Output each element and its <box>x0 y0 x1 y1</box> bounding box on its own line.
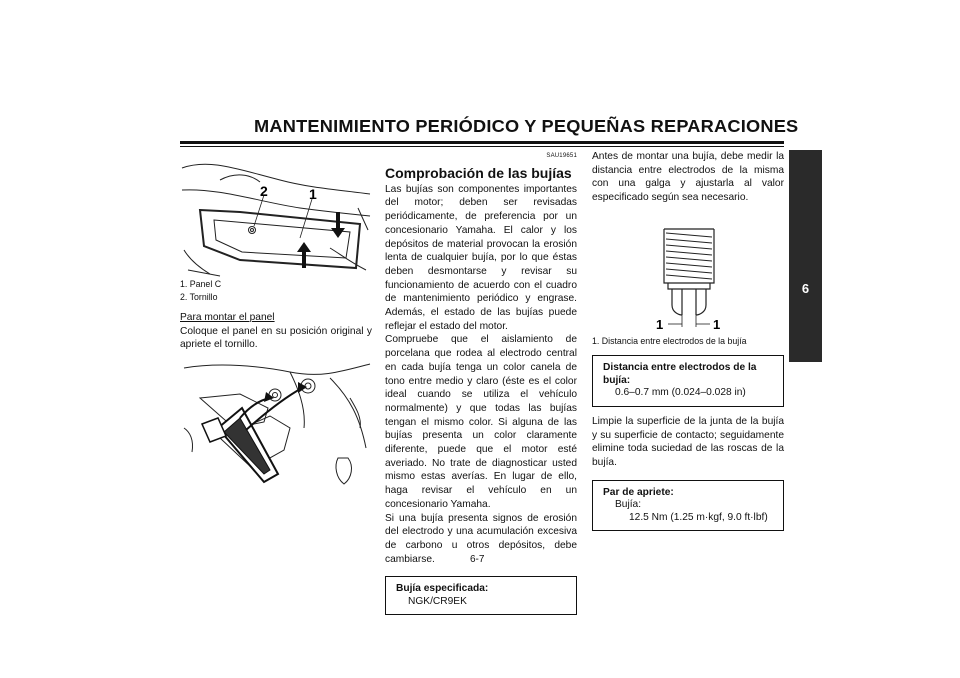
spec-box-tightening-torque <box>592 480 784 532</box>
spec-box-title: Bujía especificada: <box>396 583 489 595</box>
chapter-tab <box>789 150 822 362</box>
install-instruction: Coloque el panel en su posición original y apriete el tornillo. <box>180 325 372 351</box>
paragraph: Si una bujía presenta signos de erosión del electrodo y una acumulación excesiva de carbono u otros depósitos, debe cambiarse. <box>385 512 577 565</box>
callout-1: 1 <box>309 186 317 202</box>
spec-box-title: Distancia entre electrodos de la bujía: <box>603 362 757 386</box>
spec-box-spark-plug <box>385 576 577 615</box>
spec-box-label: Bujía: <box>615 499 642 511</box>
figure-caption <box>180 278 372 303</box>
panel-install-figure <box>180 358 372 490</box>
subheading-install-panel: Para montar el panel <box>180 312 275 323</box>
caption-item: 1. Panel C <box>180 279 222 289</box>
side-panel-figure <box>180 150 372 278</box>
paragraph: Antes de montar una bujía, debe medir la distancia entre electrodos de la misma con una galga y ajustarla al valor especificado según sea necesario. <box>592 151 784 204</box>
spec-box-title: Par de apriete: <box>603 486 674 498</box>
page-number: 6-7 <box>470 554 485 565</box>
spec-box-value: 12.5 Nm (1.25 m·kgf, 9.0 ft·lbf) <box>629 511 768 523</box>
paragraph: Las bujías son componentes importantes del motor; deben ser revisadas periódicamente, de preferencia por un concesionario Yamaha. El calor y los depósitos de material provocan la erosión lenta de cualquier bujía, por lo que éstas deben desmontarse y revisar su funcionamiento de acuerdo con el cuadro de mantenimiento periódico y engrase. Además, el estado de las bujías puede reflejar el estado del motor. <box>385 183 577 332</box>
callout-1-left: 1 <box>656 316 664 332</box>
paragraph: Limpie la superficie de la junta de la bujía y su superficie de contacto; seguidamente elimine toda suciedad de las roscas de la bujía. <box>592 415 784 468</box>
spec-box-value: 0.6–0.7 mm (0.024–0.028 in) <box>615 387 746 399</box>
callout-2: 2 <box>260 183 268 199</box>
column-middle <box>385 150 577 615</box>
spark-plug-gap-figure <box>592 223 784 333</box>
section-heading: Comprobación de las bujías <box>385 164 572 181</box>
spec-box-electrode-gap <box>592 355 784 407</box>
figure-caption: 1. Distancia entre electrodos de la bujía <box>592 335 747 346</box>
header-rule-thin <box>180 146 784 147</box>
paragraph: Compruebe que el aislamiento de porcelana que rodea al electrodo central en cada bujía tenga un color canela de tono entre medio y claro (éste es el color ideal cuando se utiliza el vehículo normalmente) y que todas las bujías tengan el mismo color. Si alguna de las bujías presenta un color claramente diferente, puede que el motor esté averiado. No trate de diagnosticar usted mismo estas averías. En lugar de ello, haga revisar el vehículo en un concesionario Yamaha. <box>385 334 577 510</box>
chapter-number: 6 <box>801 281 810 296</box>
caption-item: 2. Tornillo <box>180 291 218 302</box>
column-right <box>592 150 784 531</box>
page-title: MANTENIMIENTO PERIÓDICO Y PEQUEÑAS REPARACIONES <box>254 116 799 136</box>
callout-1-right: 1 <box>713 316 721 332</box>
column-left <box>180 150 372 490</box>
header-rule <box>180 141 784 144</box>
spec-box-value: NGK/CR9EK <box>408 595 467 607</box>
section-code: SAU19651 <box>546 153 577 159</box>
